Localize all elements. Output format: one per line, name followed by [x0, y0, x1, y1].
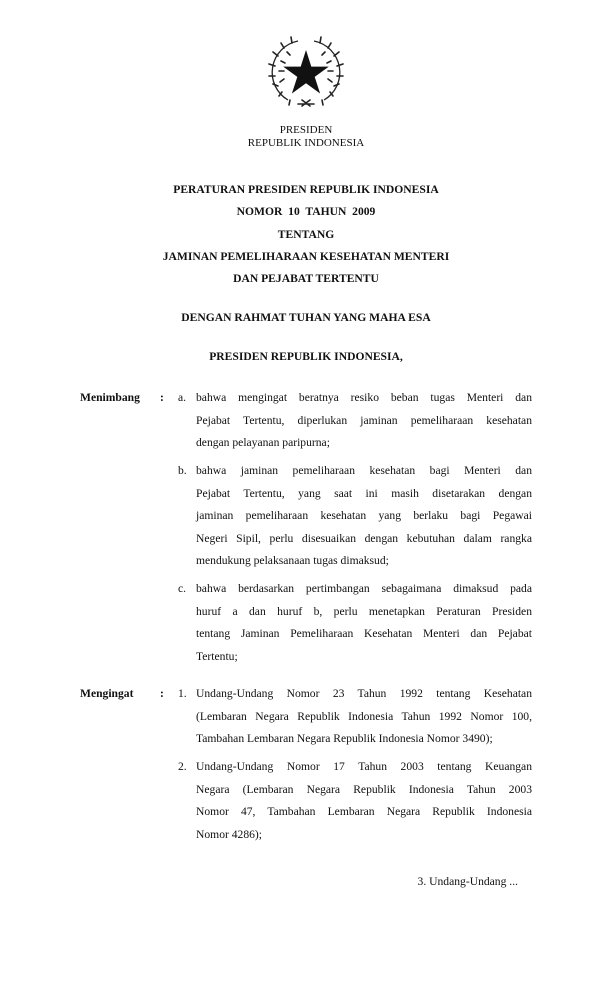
- section-menimbang: [80, 387, 532, 674]
- letterhead-line1: PRESIDEN: [279, 124, 333, 136]
- text-line: Nomor 4286);: [196, 827, 263, 841]
- text-line: bahwa mengingat beratnya resiko beban tugas Menteri dan: [196, 391, 532, 404]
- section-label: Mengingat: [80, 687, 134, 700]
- text-line: jaminan pemeliharaan kesehatan yang berlaku bagi Pegawai: [196, 509, 532, 522]
- list-item: [80, 683, 532, 751]
- section-label: Menimbang: [80, 391, 140, 404]
- presidential-seal-star-icon: [268, 34, 344, 110]
- text-line: bahwa jaminan pemeliharaan kesehatan bagi Menteri dan: [196, 464, 532, 477]
- list-item: [80, 756, 532, 846]
- list-item-text: [196, 578, 532, 668]
- text-line: Tambahan Lembaran Negara Republik Indonesia Nomor 3490);: [196, 732, 493, 745]
- text-line: (Lembaran Negara Republik Indonesia Tahun 1992 Nomor 100,: [196, 709, 532, 723]
- list-marker: c.: [178, 582, 187, 595]
- list-item: [80, 387, 532, 455]
- letterhead: [0, 124, 612, 150]
- text-line: Tertentu;: [196, 649, 238, 663]
- list-marker: a.: [178, 391, 187, 404]
- letterhead-line2: REPUBLIK INDONESIA: [247, 137, 365, 149]
- list-item-text: [196, 387, 532, 455]
- list-marker: 1.: [178, 687, 187, 700]
- text-line: Negara (Lembaran Negara Republik Indonesia Tahun 2003: [196, 782, 532, 796]
- section-colon: :: [160, 391, 164, 404]
- title-line: PERATURAN PRESIDEN REPUBLIK INDONESIA: [173, 183, 439, 196]
- text-line: tentang Jaminan Pemeliharaan Kesehatan Menteri dan Pejabat: [196, 627, 532, 640]
- title-line: TENTANG: [277, 227, 335, 241]
- title-number: NOMOR 10 TAHUN 2009: [236, 205, 376, 219]
- list-item-text: [196, 460, 532, 573]
- text-line: huruf a dan huruf b, perlu menetapkan Peraturan Presiden: [196, 604, 532, 618]
- title-subject: DAN PEJABAT TERTENTU: [233, 272, 379, 286]
- text-line: Undang-Undang Nomor 17 Tahun 2003 tentang Keuangan: [196, 760, 532, 773]
- list-marker: b.: [178, 464, 187, 477]
- text-line: bahwa berdasarkan pertimbangan sebagaimana dimaksud pada: [196, 582, 532, 595]
- text-line: Undang-Undang Nomor 23 Tahun 1992 tentang Kesehatan: [196, 687, 532, 700]
- text-line: Nomor 47, Tambahan Lembaran Negara Republik Indonesia: [196, 805, 532, 818]
- text-line: mendukung pelaksanaan tugas dimaksud;: [196, 554, 389, 567]
- continuation-note: 3. Undang-Undang ...: [417, 875, 518, 888]
- list-item-text: [196, 756, 532, 846]
- issuer: PRESIDEN REPUBLIK INDONESIA,: [209, 350, 403, 363]
- list-item-text: [196, 683, 532, 751]
- title-subject: JAMINAN PEMELIHARAAN KESEHATAN MENTERI: [162, 249, 450, 263]
- list-item: [80, 460, 532, 573]
- list-item: [80, 578, 532, 668]
- list-marker: 2.: [178, 760, 187, 773]
- text-line: Pejabat Tertentu, yang saat ini masih disetarakan dengan: [196, 486, 532, 500]
- section-colon: :: [160, 687, 164, 700]
- document-title: [0, 179, 612, 290]
- section-mengingat: [80, 683, 532, 852]
- text-line: Negeri Sipil, perlu disesuaikan dengan kebutuhan dalam rangka: [196, 531, 532, 545]
- text-line: dengan pelayanan paripurna;: [196, 436, 330, 449]
- invocation: DENGAN RAHMAT TUHAN YANG MAHA ESA: [181, 311, 431, 324]
- text-line: Pejabat Tertentu, diperlukan jaminan pemeliharaan kesehatan: [196, 413, 532, 427]
